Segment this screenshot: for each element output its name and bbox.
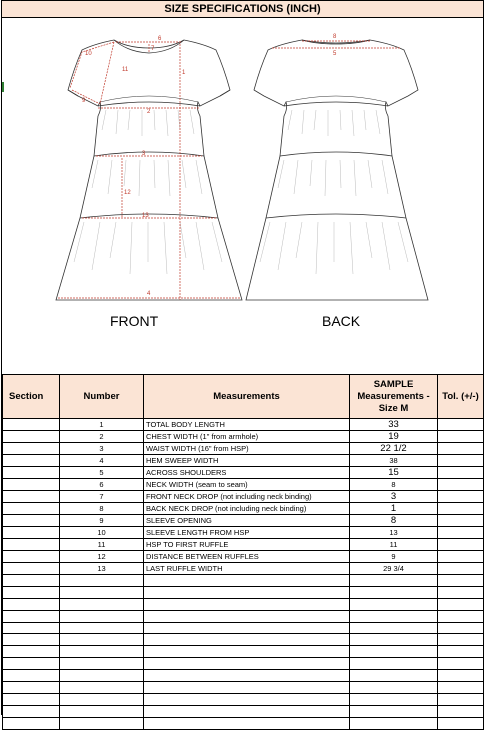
front-mark-4: 4	[147, 291, 151, 297]
flat-sketch-svg	[2, 18, 483, 374]
empty-row	[3, 670, 484, 682]
front-label: FRONT	[110, 313, 159, 329]
empty-row	[3, 646, 484, 658]
table-row: 9 SLEEVE OPENING 8	[3, 515, 484, 527]
front-mark-7: 7	[151, 46, 155, 52]
table-row: 5 ACROSS SHOULDERS 15	[3, 467, 484, 479]
table-row: 4 HEM SWEEP WIDTH 38	[3, 455, 484, 467]
table-row: 10 SLEEVE LENGTH FROM HSP 13	[3, 527, 484, 539]
header-tolerance: Tol. (+/-)	[438, 375, 484, 419]
front-mark-3: 3	[142, 151, 146, 157]
empty-row	[3, 717, 484, 729]
header-measurements: Measurements	[144, 375, 350, 419]
front-mark-9: 9	[82, 98, 86, 104]
table-row: 13 LAST RUFFLE WIDTH 29 3/4	[3, 563, 484, 575]
empty-row	[3, 575, 484, 587]
table-row: 2 CHEST WIDTH (1" from armhole) 19	[3, 431, 484, 443]
spec-sheet	[1, 0, 484, 715]
header-number: Number	[60, 375, 144, 419]
empty-row	[3, 586, 484, 598]
header-sample: SAMPLE Measurements - Size M	[350, 375, 438, 419]
empty-row	[3, 693, 484, 705]
empty-row	[3, 598, 484, 610]
back-mark-8: 8	[333, 34, 337, 40]
empty-row	[3, 634, 484, 646]
front-mark-2: 2	[147, 109, 151, 115]
sheet-title: SIZE SPECIFICATIONS (INCH)	[2, 0, 483, 18]
table-row: 1 TOTAL BODY LENGTH 33	[3, 419, 484, 431]
back-label: BACK	[322, 313, 361, 329]
table-row: 3 WAIST WIDTH (16" from HSP) 22 1/2	[3, 443, 484, 455]
spec-table	[2, 374, 484, 730]
spec-table-body	[3, 419, 484, 730]
front-mark-1: 1	[182, 70, 186, 76]
empty-row	[3, 658, 484, 670]
table-row: 7 FRONT NECK DROP (not including neck binding) 3	[3, 491, 484, 503]
empty-row	[3, 610, 484, 622]
back-mark-5: 5	[333, 51, 337, 57]
table-row: 6 NECK WIDTH (seam to seam) 8	[3, 479, 484, 491]
empty-row	[3, 622, 484, 634]
empty-row	[3, 705, 484, 717]
header-section: Section	[3, 375, 60, 419]
table-row: 8 BACK NECK DROP (not including neck binding) 1	[3, 503, 484, 515]
back-dress-sketch	[246, 40, 428, 300]
front-dress-sketch	[56, 40, 242, 300]
front-mark-6: 6	[158, 36, 162, 42]
spec-table-header	[3, 375, 484, 419]
front-mark-13: 13	[142, 213, 149, 219]
table-row: 11 HSP TO FIRST RUFFLE 11	[3, 539, 484, 551]
front-mark-12: 12	[124, 190, 131, 196]
garment-drawing	[2, 18, 483, 374]
cell-cursor-mark	[2, 82, 4, 92]
empty-row	[3, 682, 484, 694]
front-mark-10: 10	[85, 51, 92, 57]
front-mark-11: 11	[122, 67, 129, 73]
table-row: 12 DISTANCE BETWEEN RUFFLES 9	[3, 551, 484, 563]
